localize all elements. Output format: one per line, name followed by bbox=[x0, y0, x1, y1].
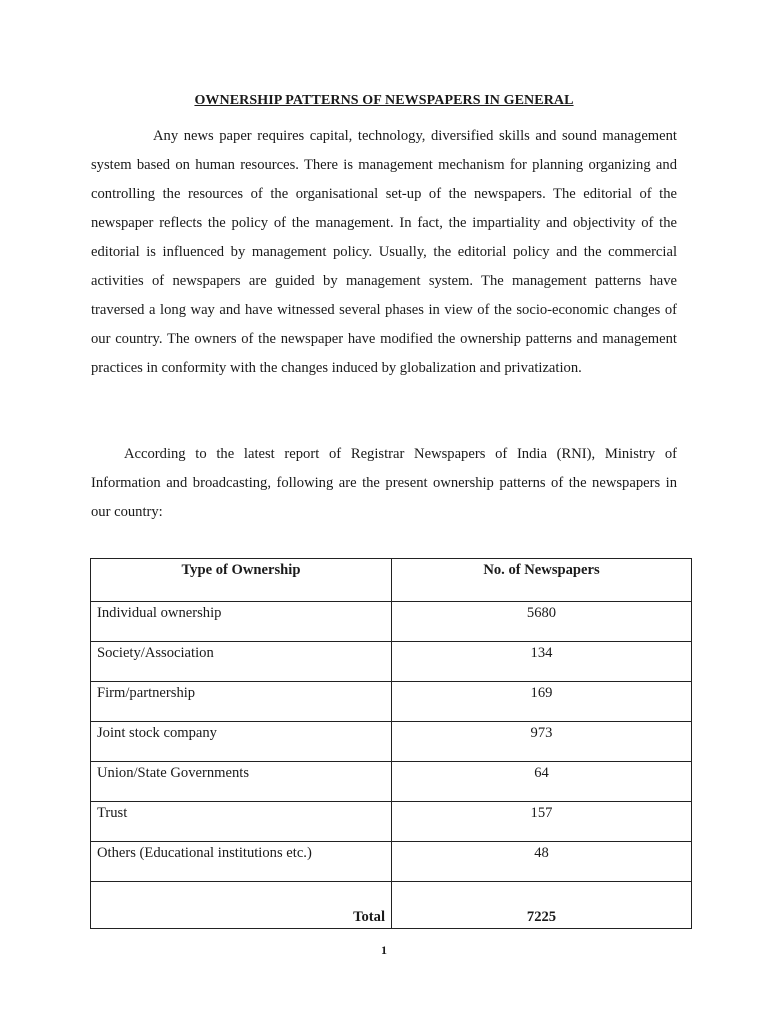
ownership-type-cell: Trust bbox=[91, 802, 392, 842]
rni-paragraph: According to the latest report of Registrar Newspapers of India (RNI), Ministry of Information and broadcasting, following are the present ownership patterns of the newspapers in our country: bbox=[91, 446, 677, 520]
total-value: 7225 bbox=[392, 882, 692, 929]
ownership-type-cell: Joint stock company bbox=[91, 722, 392, 762]
ownership-type-cell: Union/State Governments bbox=[91, 762, 392, 802]
table-row bbox=[91, 722, 692, 762]
header-no-of-newspapers: No. of Newspapers bbox=[392, 559, 692, 602]
table-header-row bbox=[91, 559, 692, 602]
newspaper-count-cell: 973 bbox=[392, 722, 692, 762]
ownership-type-cell: Society/Association bbox=[91, 642, 392, 682]
table-row bbox=[91, 802, 692, 842]
page-number: 1 bbox=[381, 943, 387, 957]
newspaper-count-cell: 5680 bbox=[392, 602, 692, 642]
ownership-type-cell: Others (Educational institutions etc.) bbox=[91, 842, 392, 882]
newspaper-count-cell: 134 bbox=[392, 642, 692, 682]
header-type-of-ownership: Type of Ownership bbox=[91, 559, 392, 602]
total-row bbox=[91, 882, 692, 929]
table-row bbox=[91, 682, 692, 722]
newspaper-count-cell: 64 bbox=[392, 762, 692, 802]
page-title: OWNERSHIP PATTERNS OF NEWSPAPERS IN GENERAL bbox=[194, 93, 574, 108]
table-row bbox=[91, 842, 692, 882]
ownership-type-cell: Firm/partnership bbox=[91, 682, 392, 722]
table-row bbox=[91, 762, 692, 802]
table-row bbox=[91, 642, 692, 682]
newspaper-count-cell: 48 bbox=[392, 842, 692, 882]
newspaper-count-cell: 169 bbox=[392, 682, 692, 722]
intro-paragraph: Any news paper requires capital, technology, diversified skills and sound management system based on human resources. There is management mechanism for planning organizing and controlling the resources of the organisational set-up of the newspapers. The editorial of the newspaper reflects the policy of the management. In fact, the impartiality and objectivity of the editorial is influenced by management policy. Usually, the editorial policy and the commercial activities of newspapers are guided by management system. The management patterns have traversed a long way and have witnessed several phases in view of the socio-economic changes of our country. The owners of the newspaper have modified the ownership patterns and management practices in conformity with the changes induced by globalization and privatization. bbox=[91, 128, 677, 376]
ownership-table bbox=[90, 558, 692, 929]
table-row bbox=[91, 602, 692, 642]
ownership-type-cell: Individual ownership bbox=[91, 602, 392, 642]
total-label: Total bbox=[91, 882, 392, 929]
newspaper-count-cell: 157 bbox=[392, 802, 692, 842]
